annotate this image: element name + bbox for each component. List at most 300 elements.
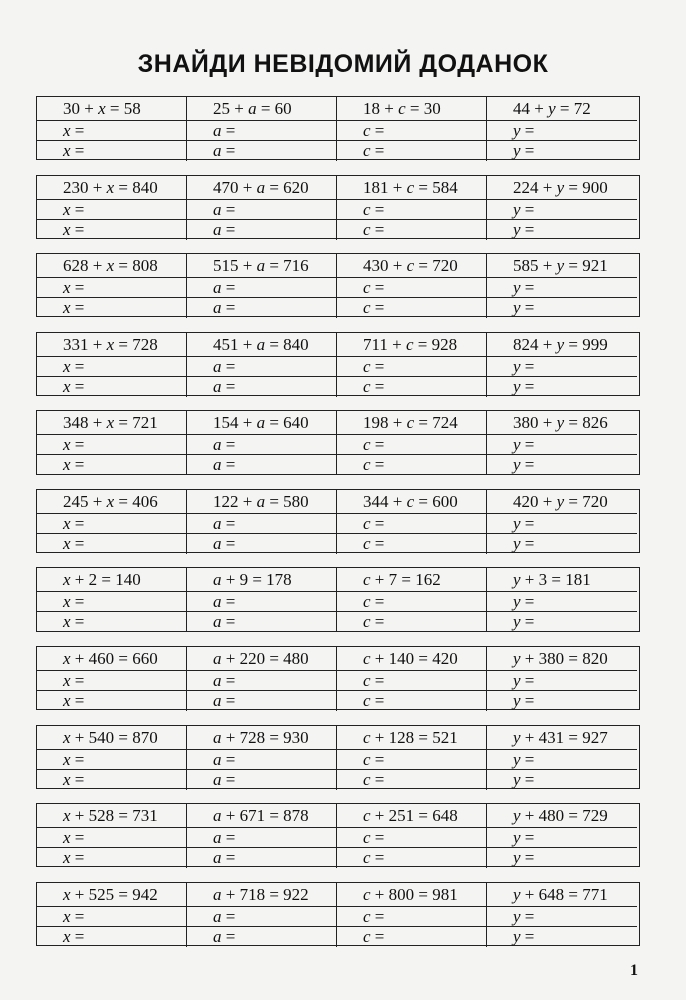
equation-cell: a + 220 = 480	[187, 647, 337, 671]
answer-cell[interactable]	[37, 220, 187, 240]
answer-cell[interactable]	[37, 828, 187, 848]
answer-cell[interactable]	[487, 514, 637, 534]
answer-cell[interactable]	[337, 121, 487, 141]
equation-cell: x + 460 = 660	[37, 647, 187, 671]
equals-sign: =	[221, 533, 236, 553]
equation-cell: 154 + a = 640	[187, 411, 337, 435]
equals-sign: =	[221, 356, 236, 376]
answer-cell[interactable]	[187, 828, 337, 848]
answer-cell[interactable]	[337, 278, 487, 298]
equation-cell: 628 + x = 808	[37, 254, 187, 278]
answer-variable: y	[513, 769, 521, 789]
equals-sign: =	[520, 513, 535, 533]
answer-cell[interactable]	[337, 514, 487, 534]
answer-variable: c	[363, 455, 371, 475]
exercise-block	[36, 175, 640, 239]
equals-sign: =	[70, 356, 85, 376]
equals-sign: =	[70, 219, 85, 239]
equals-sign: =	[520, 671, 535, 691]
answer-cell[interactable]	[337, 377, 487, 397]
answer-cell[interactable]	[37, 691, 187, 711]
answer-cell[interactable]	[37, 200, 187, 220]
equation-cell: x + 528 = 731	[37, 804, 187, 828]
equals-sign: =	[370, 848, 385, 868]
answer-cell[interactable]	[487, 828, 637, 848]
answer-variable: c	[363, 828, 371, 848]
answer-variable: c	[363, 278, 371, 298]
equals-sign: =	[520, 141, 535, 160]
equals-sign: =	[520, 749, 535, 769]
equals-sign: =	[70, 199, 85, 219]
equals-sign: =	[520, 199, 535, 219]
equation-cell: c + 800 = 981	[337, 883, 487, 907]
equals-sign: =	[221, 906, 236, 926]
answer-cell[interactable]	[187, 357, 337, 377]
equation-cell: y + 648 = 771	[487, 883, 637, 907]
equals-sign: =	[370, 141, 385, 160]
equals-sign: =	[70, 906, 85, 926]
answer-variable: a	[213, 691, 222, 711]
equals-sign: =	[221, 691, 236, 711]
equation-cell: x + 540 = 870	[37, 726, 187, 750]
exercise-block	[36, 882, 640, 946]
answer-variable: a	[213, 219, 222, 239]
equation-cell: 348 + x = 721	[37, 411, 187, 435]
equation-cell: 711 + c = 928	[337, 333, 487, 357]
answer-variable: x	[63, 298, 71, 318]
answer-variable: c	[363, 141, 371, 160]
answer-variable: y	[513, 848, 521, 868]
equals-sign: =	[520, 455, 535, 475]
equals-sign: =	[70, 513, 85, 533]
equals-sign: =	[221, 671, 236, 691]
answer-cell[interactable]	[337, 141, 487, 161]
answer-variable: a	[213, 298, 222, 318]
answer-variable: a	[213, 926, 222, 946]
answer-cell[interactable]	[487, 141, 637, 161]
answer-cell[interactable]	[487, 357, 637, 377]
equals-sign: =	[520, 906, 535, 926]
equals-sign: =	[70, 376, 85, 396]
answer-cell[interactable]	[37, 927, 187, 947]
answer-variable: a	[213, 455, 222, 475]
answer-cell[interactable]	[337, 357, 487, 377]
equals-sign: =	[370, 612, 385, 632]
answer-variable: x	[63, 435, 71, 455]
answer-variable: y	[513, 612, 521, 632]
answer-variable: c	[363, 691, 371, 711]
equals-sign: =	[70, 612, 85, 632]
answer-cell[interactable]	[37, 534, 187, 554]
equals-sign: =	[520, 926, 535, 946]
answer-cell[interactable]	[337, 750, 487, 770]
exercise-blocks	[36, 96, 640, 960]
equation-cell: 44 + y = 72	[487, 97, 637, 121]
answer-variable: c	[363, 848, 371, 868]
answer-cell[interactable]	[337, 455, 487, 475]
equals-sign: =	[520, 376, 535, 396]
equals-sign: =	[370, 121, 385, 140]
equals-sign: =	[370, 435, 385, 455]
equals-sign: =	[221, 612, 236, 632]
equals-sign: =	[221, 141, 236, 160]
equation-cell: 420 + y = 720	[487, 490, 637, 514]
answer-cell[interactable]	[37, 121, 187, 141]
answer-variable: c	[363, 376, 371, 396]
equation-cell: a + 9 = 178	[187, 568, 337, 592]
answer-cell[interactable]	[487, 592, 637, 612]
answer-cell[interactable]	[37, 592, 187, 612]
answer-cell[interactable]	[487, 220, 637, 240]
answer-cell[interactable]	[487, 907, 637, 927]
equation-cell: 18 + c = 30	[337, 97, 487, 121]
equation-cell: 181 + c = 584	[337, 176, 487, 200]
equation-cell: 331 + x = 728	[37, 333, 187, 357]
answer-variable: y	[513, 435, 521, 455]
answer-cell[interactable]	[487, 691, 637, 711]
answer-cell[interactable]	[337, 612, 487, 632]
equals-sign: =	[370, 592, 385, 612]
equals-sign: =	[370, 828, 385, 848]
answer-cell[interactable]	[187, 121, 337, 141]
equation-cell: 380 + y = 826	[487, 411, 637, 435]
answer-variable: x	[63, 769, 71, 789]
answer-variable: x	[63, 592, 71, 612]
answer-cell[interactable]	[37, 848, 187, 868]
equation-cell: 585 + y = 921	[487, 254, 637, 278]
answer-cell[interactable]	[37, 298, 187, 318]
answer-variable: x	[63, 141, 71, 160]
answer-cell[interactable]	[337, 770, 487, 790]
answer-variable: y	[513, 691, 521, 711]
equals-sign: =	[221, 455, 236, 475]
answer-variable: y	[513, 749, 521, 769]
answer-variable: a	[213, 848, 222, 868]
answer-cell[interactable]	[187, 770, 337, 790]
answer-cell[interactable]	[487, 848, 637, 868]
equals-sign: =	[221, 848, 236, 868]
answer-cell[interactable]	[187, 671, 337, 691]
answer-variable: y	[513, 199, 521, 219]
answer-variable: y	[513, 513, 521, 533]
equals-sign: =	[221, 926, 236, 946]
answer-cell[interactable]	[487, 534, 637, 554]
equals-sign: =	[70, 828, 85, 848]
equals-sign: =	[70, 298, 85, 318]
equals-sign: =	[370, 298, 385, 318]
answer-cell[interactable]	[487, 927, 637, 947]
equation-cell: 122 + a = 580	[187, 490, 337, 514]
answer-variable: y	[513, 906, 521, 926]
equation-cell: x + 525 = 942	[37, 883, 187, 907]
answer-cell[interactable]	[187, 200, 337, 220]
answer-variable: c	[363, 592, 371, 612]
answer-cell[interactable]	[337, 435, 487, 455]
answer-variable: c	[363, 298, 371, 318]
answer-variable: x	[63, 219, 71, 239]
answer-variable: y	[513, 376, 521, 396]
answer-variable: y	[513, 219, 521, 239]
answer-cell[interactable]	[37, 907, 187, 927]
answer-variable: c	[363, 749, 371, 769]
answer-cell[interactable]	[187, 848, 337, 868]
answer-variable: y	[513, 592, 521, 612]
exercise-block	[36, 567, 640, 631]
equation-cell: x + 2 = 140	[37, 568, 187, 592]
answer-variable: x	[63, 513, 71, 533]
equation-cell: c + 251 = 648	[337, 804, 487, 828]
equals-sign: =	[221, 828, 236, 848]
equals-sign: =	[221, 769, 236, 789]
answer-variable: x	[63, 671, 71, 691]
exercise-block	[36, 725, 640, 789]
answer-variable: a	[213, 592, 222, 612]
answer-variable: a	[213, 278, 222, 298]
answer-cell[interactable]	[337, 691, 487, 711]
answer-cell[interactable]	[337, 200, 487, 220]
equation-cell: y + 431 = 927	[487, 726, 637, 750]
answer-cell[interactable]	[187, 612, 337, 632]
answer-cell[interactable]	[187, 220, 337, 240]
equals-sign: =	[70, 848, 85, 868]
equals-sign: =	[70, 435, 85, 455]
answer-variable: x	[63, 455, 71, 475]
equals-sign: =	[370, 199, 385, 219]
answer-cell[interactable]	[337, 848, 487, 868]
answer-cell[interactable]	[37, 435, 187, 455]
answer-variable: x	[63, 356, 71, 376]
answer-variable: a	[213, 671, 222, 691]
equation-cell: 25 + a = 60	[187, 97, 337, 121]
page-number: 1	[630, 962, 638, 979]
answer-variable: a	[213, 533, 222, 553]
equals-sign: =	[370, 749, 385, 769]
equals-sign: =	[370, 278, 385, 298]
equals-sign: =	[221, 513, 236, 533]
answer-cell[interactable]	[187, 435, 337, 455]
equation-cell: a + 728 = 930	[187, 726, 337, 750]
equals-sign: =	[370, 356, 385, 376]
answer-variable: c	[363, 769, 371, 789]
answer-variable: y	[513, 278, 521, 298]
answer-cell[interactable]	[37, 671, 187, 691]
answer-cell[interactable]	[337, 534, 487, 554]
answer-variable: x	[63, 376, 71, 396]
exercise-block	[36, 332, 640, 396]
equation-cell: a + 671 = 878	[187, 804, 337, 828]
equals-sign: =	[70, 533, 85, 553]
answer-variable: y	[513, 356, 521, 376]
answer-variable: x	[63, 906, 71, 926]
equals-sign: =	[370, 906, 385, 926]
answer-cell[interactable]	[487, 200, 637, 220]
answer-cell[interactable]	[37, 278, 187, 298]
answer-variable: a	[213, 141, 222, 160]
equation-cell: 344 + c = 600	[337, 490, 487, 514]
answer-cell[interactable]	[37, 141, 187, 161]
answer-variable: c	[363, 121, 371, 140]
equals-sign: =	[520, 828, 535, 848]
answer-cell[interactable]	[187, 592, 337, 612]
answer-cell[interactable]	[487, 377, 637, 397]
answer-cell[interactable]	[37, 612, 187, 632]
answer-variable: y	[513, 926, 521, 946]
exercise-block	[36, 96, 640, 160]
equals-sign: =	[520, 848, 535, 868]
answer-cell[interactable]	[337, 927, 487, 947]
answer-variable: c	[363, 906, 371, 926]
answer-cell[interactable]	[37, 770, 187, 790]
equals-sign: =	[520, 769, 535, 789]
answer-variable: c	[363, 356, 371, 376]
equation-cell: c + 140 = 420	[337, 647, 487, 671]
answer-variable: a	[213, 828, 222, 848]
equals-sign: =	[520, 278, 535, 298]
answer-variable: x	[63, 533, 71, 553]
answer-cell[interactable]	[487, 435, 637, 455]
equation-cell: a + 718 = 922	[187, 883, 337, 907]
answer-variable: x	[63, 121, 71, 140]
answer-variable: x	[63, 749, 71, 769]
exercise-block	[36, 646, 640, 710]
answer-variable: x	[63, 691, 71, 711]
answer-cell[interactable]	[187, 455, 337, 475]
answer-cell[interactable]	[487, 770, 637, 790]
equation-cell: c + 7 = 162	[337, 568, 487, 592]
equals-sign: =	[370, 769, 385, 789]
answer-variable: c	[363, 435, 371, 455]
equals-sign: =	[70, 749, 85, 769]
answer-variable: c	[363, 533, 371, 553]
answer-cell[interactable]	[187, 514, 337, 534]
equation-cell: 470 + a = 620	[187, 176, 337, 200]
exercise-block	[36, 489, 640, 553]
answer-variable: a	[213, 612, 222, 632]
equation-cell: 198 + c = 724	[337, 411, 487, 435]
answer-variable: x	[63, 848, 71, 868]
equals-sign: =	[221, 749, 236, 769]
equation-cell: 30 + x = 58	[37, 97, 187, 121]
answer-cell[interactable]	[337, 828, 487, 848]
answer-cell[interactable]	[187, 750, 337, 770]
answer-cell[interactable]	[337, 671, 487, 691]
answer-cell[interactable]	[337, 220, 487, 240]
equals-sign: =	[370, 926, 385, 946]
answer-cell[interactable]	[337, 592, 487, 612]
answer-cell[interactable]	[187, 141, 337, 161]
answer-cell[interactable]	[187, 278, 337, 298]
answer-variable: y	[513, 533, 521, 553]
equation-cell: y + 480 = 729	[487, 804, 637, 828]
answer-variable: c	[363, 671, 371, 691]
answer-cell[interactable]	[487, 298, 637, 318]
exercise-block	[36, 803, 640, 867]
equals-sign: =	[370, 671, 385, 691]
answer-cell[interactable]	[337, 298, 487, 318]
equals-sign: =	[70, 691, 85, 711]
equals-sign: =	[70, 926, 85, 946]
answer-cell[interactable]	[187, 298, 337, 318]
equals-sign: =	[221, 298, 236, 318]
answer-cell[interactable]	[187, 691, 337, 711]
answer-cell[interactable]	[187, 927, 337, 947]
answer-variable: c	[363, 219, 371, 239]
equals-sign: =	[370, 533, 385, 553]
answer-cell[interactable]	[487, 278, 637, 298]
answer-variable: y	[513, 121, 521, 140]
equals-sign: =	[370, 691, 385, 711]
equation-cell: 430 + c = 720	[337, 254, 487, 278]
answer-cell[interactable]	[487, 121, 637, 141]
answer-variable: x	[63, 199, 71, 219]
equals-sign: =	[221, 435, 236, 455]
answer-variable: a	[213, 749, 222, 769]
equation-cell: y + 380 = 820	[487, 647, 637, 671]
answer-cell[interactable]	[337, 907, 487, 927]
answer-variable: c	[363, 926, 371, 946]
equals-sign: =	[520, 356, 535, 376]
exercise-block	[36, 410, 640, 474]
answer-cell[interactable]	[37, 377, 187, 397]
equals-sign: =	[70, 121, 85, 140]
answer-cell[interactable]	[187, 907, 337, 927]
equals-sign: =	[520, 219, 535, 239]
answer-cell[interactable]	[37, 455, 187, 475]
answer-variable: x	[63, 278, 71, 298]
answer-variable: y	[513, 141, 521, 160]
answer-variable: y	[513, 671, 521, 691]
equals-sign: =	[520, 691, 535, 711]
answer-variable: a	[213, 435, 222, 455]
answer-variable: a	[213, 356, 222, 376]
answer-variable: y	[513, 455, 521, 475]
equation-cell: 230 + x = 840	[37, 176, 187, 200]
answer-cell[interactable]	[37, 357, 187, 377]
answer-variable: y	[513, 828, 521, 848]
equals-sign: =	[221, 592, 236, 612]
equation-cell: 515 + a = 716	[187, 254, 337, 278]
answer-variable: c	[363, 612, 371, 632]
page-title: ЗНАЙДИ НЕВІДОМИЙ ДОДАНОК	[137, 50, 549, 78]
answer-cell[interactable]	[187, 377, 337, 397]
answer-variable: a	[213, 199, 222, 219]
answer-variable: a	[213, 906, 222, 926]
equation-cell: 245 + x = 406	[37, 490, 187, 514]
equation-cell: y + 3 = 181	[487, 568, 637, 592]
equals-sign: =	[520, 592, 535, 612]
answer-variable: x	[63, 926, 71, 946]
equals-sign: =	[70, 769, 85, 789]
answer-cell[interactable]	[487, 612, 637, 632]
answer-cell[interactable]	[487, 671, 637, 691]
equals-sign: =	[221, 278, 236, 298]
equation-cell: 224 + y = 900	[487, 176, 637, 200]
answer-cell[interactable]	[187, 534, 337, 554]
answer-variable: a	[213, 121, 222, 140]
equation-cell: 824 + y = 999	[487, 333, 637, 357]
equals-sign: =	[70, 671, 85, 691]
answer-variable: x	[63, 612, 71, 632]
equals-sign: =	[520, 121, 535, 140]
answer-cell[interactable]	[487, 750, 637, 770]
equals-sign: =	[520, 435, 535, 455]
equals-sign: =	[520, 612, 535, 632]
equals-sign: =	[70, 455, 85, 475]
answer-cell[interactable]	[37, 514, 187, 534]
answer-cell[interactable]	[487, 455, 637, 475]
answer-cell[interactable]	[37, 750, 187, 770]
answer-variable: c	[363, 199, 371, 219]
